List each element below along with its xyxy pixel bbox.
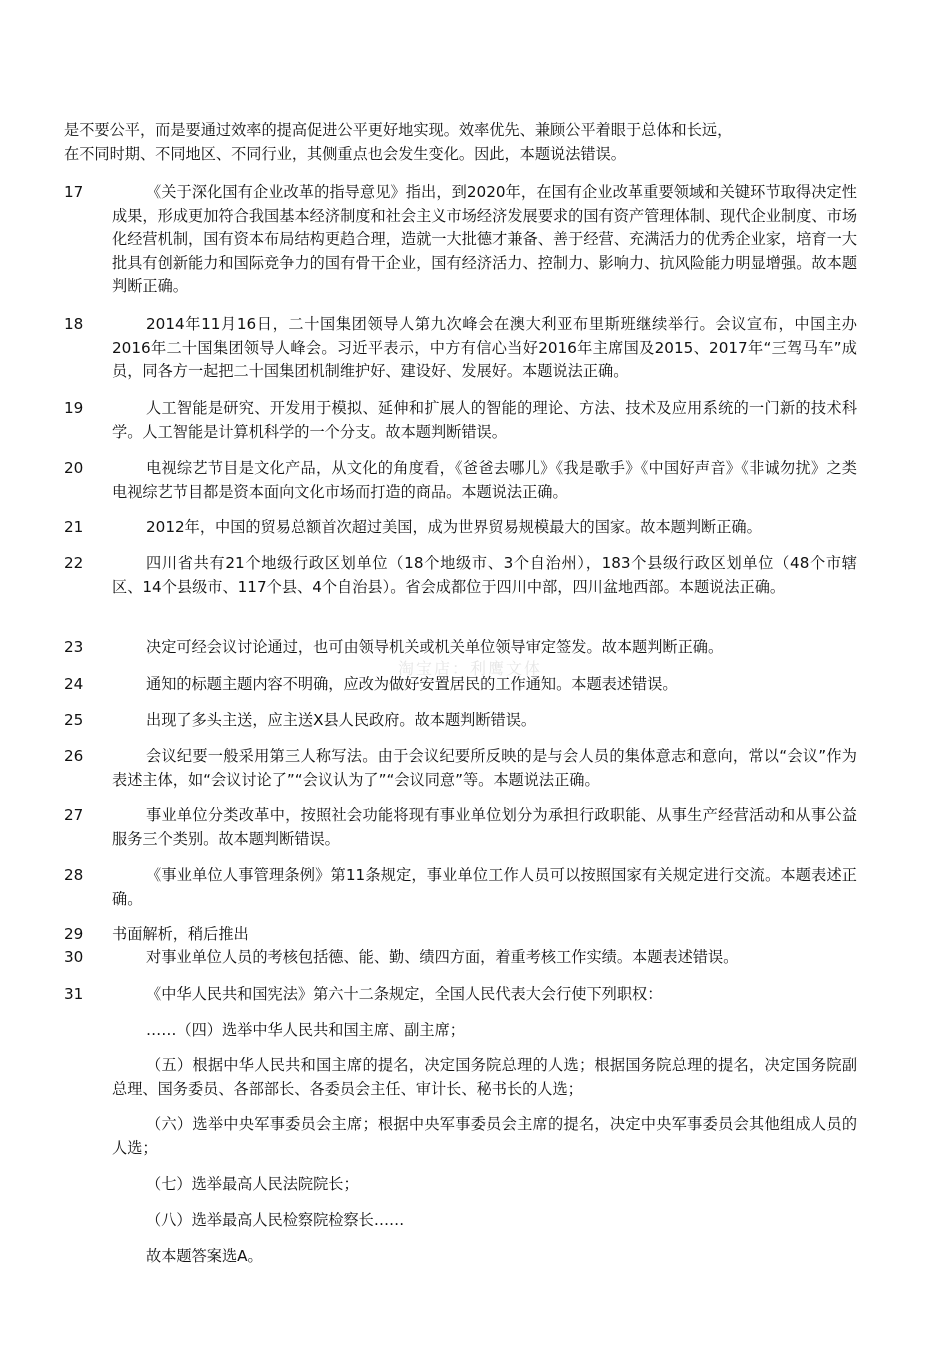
item-text: 对事业单位人员的考核包括德、能、勤、绩四方面，着重考核工作实绩。本题表述错误。 <box>146 948 739 966</box>
item-number: 18 <box>64 315 84 333</box>
clause-5: （五）根据中华人民共和国主席的提名，决定国务院总理的人选；根据国务院总理的提名，决定国务院副总理、国务委员、各部部长、各委员会主任、审计长、秘书长的人选； <box>112 1056 857 1098</box>
item-number: 19 <box>64 399 84 417</box>
intro-line-1: 是不要公平，而是要通过效率的提高促进公平更好地实现。效率优先、兼顾公平着眼于总体和长远， <box>64 121 733 139</box>
item-text: 《中华人民共和国宪法》第六十二条规定，全国人民代表大会行使下列职权： <box>146 985 663 1003</box>
item-number: 24 <box>64 675 84 693</box>
item-number: 23 <box>64 638 84 656</box>
intro-line-2: 在不同时期、不同地区、不同行业，其侧重点也会发生变化。因此，本题说法错误。 <box>64 145 626 163</box>
clause-4: ……（四）选举中华人民共和国主席、副主席； <box>146 1021 465 1039</box>
answer-line: 故本题答案选A。 <box>146 1247 263 1265</box>
item-text: 出现了多头主送，应主送X县人民政府。故本题判断错误。 <box>146 711 537 729</box>
item-number: 27 <box>64 806 84 824</box>
item-number: 26 <box>64 747 84 765</box>
item-number: 28 <box>64 866 84 884</box>
item-text: 通知的标题主题内容不明确，应改为做好安置居民的工作通知。本题表述错误。 <box>146 675 678 693</box>
item-text: 决定可经会议讨论通过，也可由领导机关或机关单位领导审定签发。故本题判断正确。 <box>146 638 724 656</box>
item-number: 22 <box>64 554 84 572</box>
item-number: 21 <box>64 518 84 536</box>
item-number: 17 <box>64 183 84 201</box>
item-text: 电视综艺节目是文化产品，从文化的角度看，《爸爸去哪儿》《我是歌手》《中国好声音》《非诚勿扰》之类电视综艺节目都是资本面向文化市场而打造的商品。本题说法正确。 <box>112 459 857 501</box>
item-text: 2014年11月16日，二十国集团领导人第九次峰会在澳大利亚布里斯班继续举行。会议宣布，中国主办2016年二十国集团领导人峰会。习近平表示，中方有信心当好2016年主席国及2015、2017年“三驾马车”成员，同各方一起把二十国集团机制维护好、建设好、发展好。本题说法正确。 <box>112 315 857 380</box>
item-text: 书面解析，稍后推出 <box>112 925 249 943</box>
item-number: 25 <box>64 711 84 729</box>
item-number: 30 <box>64 948 84 966</box>
item-text: 会议纪要一般采用第三人称写法。由于会议纪要所反映的是与会人员的集体意志和意向，常以“会议”作为表述主体，如“会议讨论了”“会议认为了”“会议同意”等。本题说法正确。 <box>112 747 857 789</box>
item-number: 31 <box>64 985 84 1003</box>
clause-6: （六）选举中央军事委员会主席；根据中央军事委员会主席的提名，决定中央军事委员会其他组成人员的人选； <box>112 1115 857 1157</box>
item-text: 2012年，中国的贸易总额首次超过美国，成为世界贸易规模最大的国家。故本题判断正确。 <box>146 518 762 536</box>
item-text: 《关于深化国有企业改革的指导意见》指出，到2020年，在国有企业改革重要领域和关键环节取得决定性成果，形成更加符合我国基本经济制度和社会主义市场经济发展要求的国有资产管理体制、现代企业制度、市场化经营机制，国有资本布局结构更趋合理，造就一大批德才兼备、善于经营、充满活力的优秀企业家，培育一大批具有创新能力和国际竞争力的国有骨干企业，国有经济活力、控制力、影响力、抗风险能力明显增强。故本题判断正确。 <box>112 183 857 295</box>
clause-7: （七）选举最高人民法院院长； <box>146 1175 359 1193</box>
item-number: 20 <box>64 459 84 477</box>
item-text: 人工智能是研究、开发用于模拟、延伸和扩展人的智能的理论、方法、技术及应用系统的一门新的技术科学。人工智能是计算机科学的一个分支。故本题判断错误。 <box>112 399 857 441</box>
item-text: 四川省共有21个地级行政区划单位（18个地级市、3个自治州），183个县级行政区划单位（48个市辖区、14个县级市、117个县、4个自治县）。省会成都位于四川中部，四川盆地西部。本题说法正确。 <box>112 554 857 596</box>
item-text: 《事业单位人事管理条例》第11条规定，事业单位工作人员可以按照国家有关规定进行交流。本题表述正确。 <box>112 866 857 908</box>
clause-8: （八）选举最高人民检察院检察长…… <box>146 1211 405 1229</box>
item-number: 29 <box>64 925 84 943</box>
item-text: 事业单位分类改革中，按照社会功能将现有事业单位划分为承担行政职能、从事生产经营活动和从事公益服务三个类别。故本题判断错误。 <box>112 806 857 848</box>
watermark: 淘宝店：利鹰文体 <box>398 659 543 678</box>
